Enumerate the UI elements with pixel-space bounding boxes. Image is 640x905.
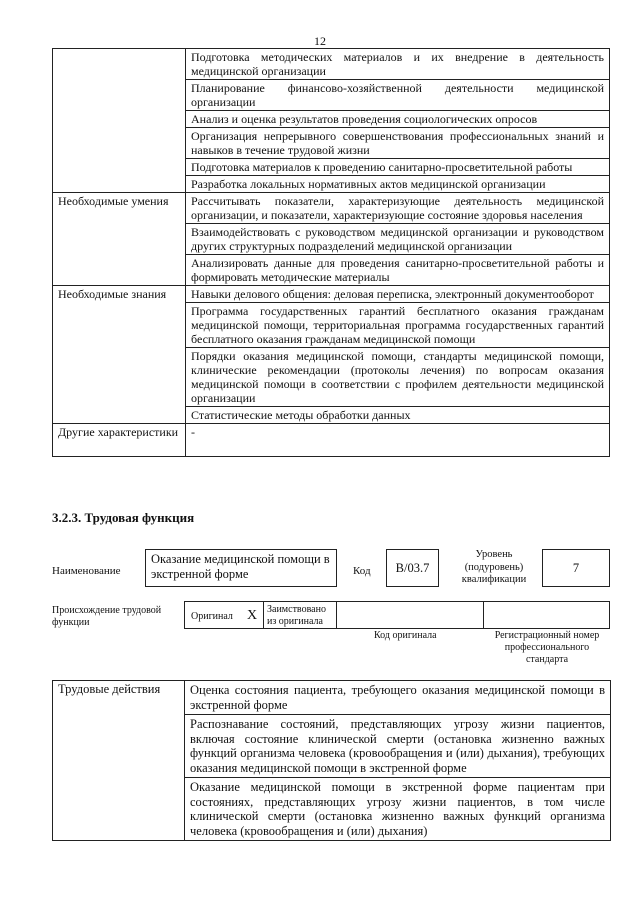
borrowed-box: Заимствовано из оригинала — [263, 601, 337, 629]
knowledge-item: Навыки делового общения: деловая переписка, электронный документооборот — [186, 286, 610, 303]
continuation-item: Организация непрерывного совершенствования профессиональных знаний и навыков в течение трудовой жизни — [186, 128, 610, 159]
level-label: Уровень (подуровень) квалификации — [461, 549, 527, 585]
labor-actions-label: Трудовые действия — [53, 681, 185, 841]
continuation-item: Разработка локальных нормативных актов медицинской организации — [186, 176, 610, 193]
code-original-label: Код оригинала — [374, 630, 437, 641]
knowledge-label: Необходимые знания — [53, 286, 186, 424]
continuation-label-cell — [53, 49, 186, 193]
original-box — [184, 601, 264, 629]
page-number: 12 — [314, 34, 326, 48]
skills-table — [52, 48, 610, 457]
continuation-item: Подготовка методических материалов и их внедрение в деятельность медицинской организации — [186, 49, 610, 80]
skill-item: Анализировать данные для проведения санитарно-просветительной работы и формировать методические материалы — [186, 255, 610, 286]
labor-action-item: Распознавание состояний, представляющих угрозу жизни пациентов, включая состояние клинической смерти (остановка жизненно важных функций организма человека (кровообращения и (или) дыхания), требующих оказания медицинской помощи в экстренной форме — [185, 715, 611, 778]
other-characteristics-value: - — [186, 424, 610, 457]
knowledge-item: Порядки оказания медицинской помощи, стандарты медицинской помощи, клинические рекомендации (протоколы лечения) по вопросам оказания медицинской помощи в соответствии с профилем деятельности медицинской организации — [186, 348, 610, 407]
section-title: 3.2.3. Трудовая функция — [52, 510, 195, 525]
knowledge-item: Статистические методы обработки данных — [186, 407, 610, 424]
continuation-item: Планирование финансово-хозяйственной деятельности медицинской организации — [186, 80, 610, 111]
skill-item: Взаимодействовать с руководством медицинской организации и руководством других структурных подразделений медицинской организации — [186, 224, 610, 255]
labor-actions-table — [52, 680, 611, 841]
reg-number-box — [483, 601, 610, 629]
continuation-item: Подготовка материалов к проведению санитарно-просветительной работы — [186, 159, 610, 176]
function-name-box: Оказание медицинской помощи в экстренной форме — [145, 549, 337, 587]
function-code-box: B/03.7 — [386, 549, 439, 587]
code-original-box — [336, 601, 484, 629]
level-box: 7 — [542, 549, 610, 587]
original-label: Оригинал — [191, 611, 233, 622]
reg-number-label: Регистрационный номер профессионального стандарта — [494, 630, 600, 665]
origin-label: Происхождение трудовой функции — [52, 605, 162, 628]
name-label: Наименование — [52, 565, 121, 577]
labor-action-item: Оказание медицинской помощи в экстренной форме пациентам при состояниях, представляющих угрозу жизни пациентов, в том числе клинической смерти (остановка жизненно важных функций организма человека (кровообращения и (или) дыхания) — [185, 778, 611, 841]
code-label: Код — [353, 565, 371, 577]
skills-label: Необходимые умения — [53, 193, 186, 286]
knowledge-item: Программа государственных гарантий бесплатного оказания гражданам медицинской помощи, территориальная программа государственных гарантий бесплатного оказания гражданам медицинской помощи — [186, 303, 610, 348]
skill-item: Рассчитывать показатели, характеризующие деятельность медицинской организации, и показатели, характеризующие состояние здоровья населения — [186, 193, 610, 224]
labor-action-item: Оценка состояния пациента, требующего оказания медицинской помощи в экстренной форме — [185, 681, 611, 715]
other-characteristics-label: Другие характеристики — [53, 424, 186, 457]
original-mark: X — [247, 608, 258, 623]
continuation-item: Анализ и оценка результатов проведения социологических опросов — [186, 111, 610, 128]
